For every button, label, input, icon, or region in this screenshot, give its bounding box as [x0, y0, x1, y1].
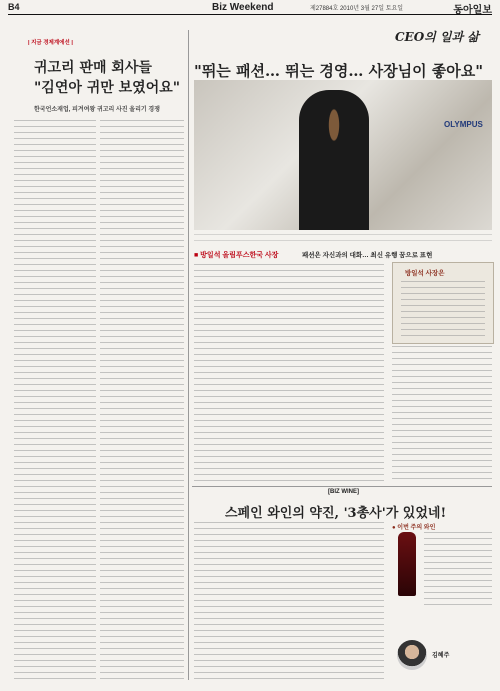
page-number: B4 [8, 2, 20, 12]
wine-body [194, 522, 384, 682]
ceo-figure [299, 90, 369, 230]
photo-caption [194, 234, 492, 244]
wine-side-title: ● 이번 주의 와인 [392, 525, 436, 531]
feature-body [194, 264, 384, 484]
section-title: Biz Weekend [212, 2, 274, 13]
ceo-photo [194, 80, 492, 230]
feature-body-right [392, 346, 492, 484]
left-title-line2: "김연아 귀만 보였어요" [34, 80, 181, 96]
column-divider [188, 30, 189, 680]
issue-date: 제27884호 2010년 3월 27일 토요일 [310, 6, 404, 12]
profile-title: 방일석 사장은 [405, 270, 445, 277]
author-photo [397, 640, 427, 670]
corner-title: CEO의 일과 삶 [395, 30, 479, 44]
masthead-rule [8, 14, 492, 15]
feature-section-label: ■ 방일석 올림푸스한국 사장 [194, 252, 279, 259]
author-name: 김혜주 [432, 653, 450, 659]
profile-list [401, 281, 485, 337]
ceo-profile-box [392, 262, 494, 344]
left-title-line1: 귀고리 판매 회사들 [34, 60, 152, 76]
olympus-sign: OLYMPUS [444, 120, 483, 129]
newspaper-logo: 동아일보 [453, 5, 492, 16]
wine-tag: [BIZ WINE] [328, 489, 359, 495]
feature-headline: "뛰는 패션… 뛰는 경영… 사장님이 좋아요" [194, 62, 484, 80]
wine-rule [192, 486, 492, 487]
wine-headline: 스페인 와인의 약진, '3총사'가 있었네! [225, 506, 447, 521]
wine-bottle [398, 532, 416, 596]
left-subtitle: 한국언소재업, 피겨여왕 귀고리 사진 올리기 경쟁 [34, 107, 160, 113]
wine-side-text [424, 532, 492, 608]
feature-section-sub: 패션은 자신과의 대화… 최신 유행 꿈으로 표현 [302, 252, 433, 259]
left-column-2 [100, 120, 184, 680]
left-kicker: | 지금 경제계에선 | [28, 40, 73, 46]
left-column-1 [14, 120, 96, 680]
